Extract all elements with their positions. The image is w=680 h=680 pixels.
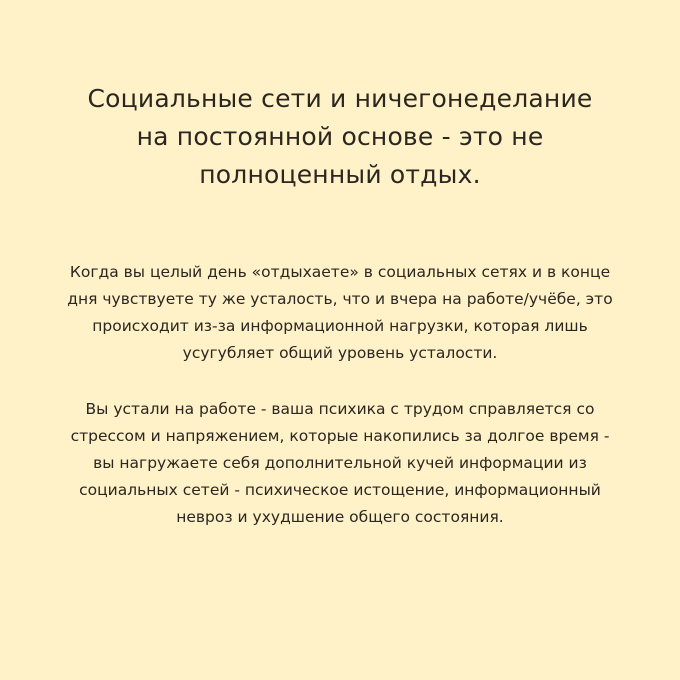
paragraph-line: стрессом и напряжением, которые накопились за долгое время -: [70, 427, 610, 445]
paragraph-line: Вы устали на работе - ваша психика с трудом справляется со: [85, 400, 595, 418]
paragraph-1: [30, 259, 650, 367]
paragraph-line: невроз и ухудшение общего состояния.: [176, 508, 504, 526]
heading-line: Социальные сети и ничегонеделание: [87, 84, 593, 113]
paragraph-line: происходит из-за информационной нагрузки, которая лишь: [92, 317, 588, 335]
paragraph-line: дня чувствуете ту же усталость, что и вчера на работе/учёбе, это: [67, 290, 613, 308]
paragraph-2: [30, 396, 650, 531]
paragraph-line: вы нагружаете себя дополнительной кучей информации из: [93, 454, 587, 472]
paragraph-line: социальных сетей - психическое истощение, информационный: [79, 481, 601, 499]
paragraph-line: усугубляет общий уровень усталости.: [182, 344, 498, 362]
paragraph-line: Когда вы целый день «отдыхаете» в социальных сетях и в конце: [69, 263, 611, 281]
heading-line: полноценный отдых.: [199, 160, 481, 189]
slide-heading: [40, 80, 640, 194]
heading-line: на постоянной основе - это не: [136, 122, 544, 151]
